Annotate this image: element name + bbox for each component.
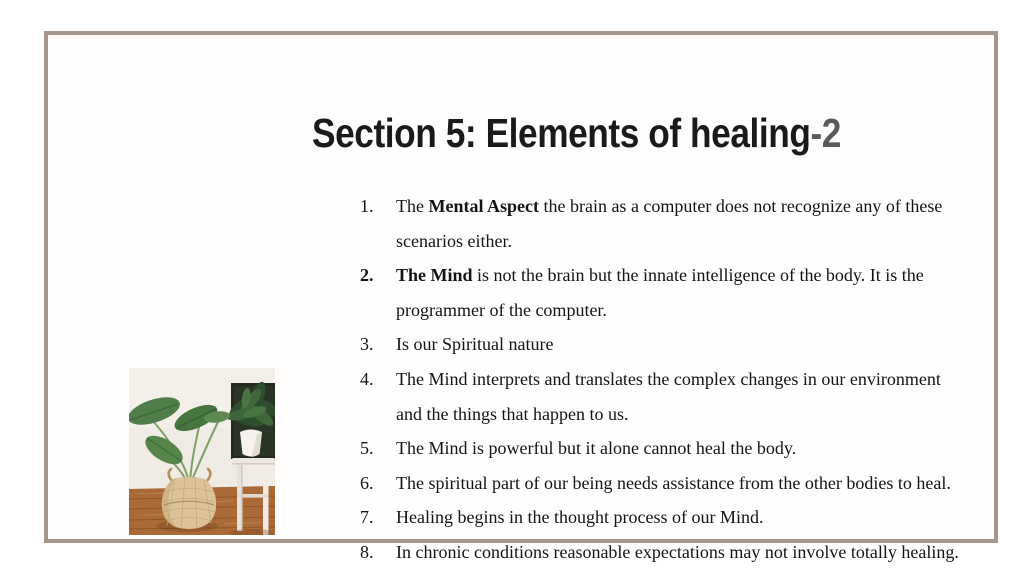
list-item-text <box>396 327 1020 362</box>
list-item-number: 8. <box>360 541 374 562</box>
list-item <box>360 327 1020 362</box>
list-item-line: The Mental Aspect the brain as a computer does not recognize any of these <box>396 196 943 216</box>
list-item <box>360 500 1020 535</box>
list-item <box>360 258 1020 327</box>
list-item-number: 6. <box>360 472 374 493</box>
list-item-number: 4. <box>360 368 374 389</box>
list-item-line: Healing begins in the thought process of our Mind. <box>396 507 764 528</box>
list-item <box>360 431 1020 466</box>
potted-plant-photo <box>129 368 275 535</box>
list-item-line: In chronic conditions reasonable expectations may not involve totally healing. <box>396 541 959 562</box>
numbered-list <box>360 189 1020 570</box>
list-item-line: The Mind is powerful but it alone cannot heal the body. <box>396 438 797 459</box>
list-item-number: 1. <box>360 196 374 216</box>
slide-border-frame <box>44 31 998 562</box>
list-item-text <box>396 362 1020 431</box>
list-item-text <box>396 431 1020 466</box>
list-item-number: 5. <box>360 438 374 459</box>
list-item-line: The spiritual part of our being needs assistance from the other bodies to heal. <box>396 472 951 493</box>
slide-title <box>312 109 841 157</box>
list-item-text <box>396 189 1020 258</box>
list-item-text <box>396 535 1020 570</box>
list-item-text <box>396 258 1020 327</box>
list-item-line: programmer of the computer. <box>396 299 607 320</box>
list-item <box>360 535 1020 570</box>
list-item-text <box>396 500 1020 535</box>
list-item-number: 7. <box>360 507 374 528</box>
list-item-line: The Mind is not the brain but the innate intelligence of the body. It is the <box>396 265 924 286</box>
list-item <box>360 189 1020 258</box>
list-item <box>360 466 1020 501</box>
plant-photo-illustration <box>129 368 275 535</box>
list-item-line: The Mind interprets and translates the complex changes in our environment <box>396 368 941 389</box>
slide-title-text: Section 5: Elements of healing <box>312 110 811 156</box>
list-item-line: and the things that happen to us. <box>396 403 629 424</box>
slide-title-accent: -2 <box>810 110 841 156</box>
list-item-line: Is our Spiritual nature <box>396 334 554 355</box>
list-item-number: 3. <box>360 334 374 355</box>
list-item-number: 2. <box>360 265 374 286</box>
list-item-line: scenarios either. <box>396 230 512 251</box>
list-item-text <box>396 466 1020 501</box>
list-item <box>360 362 1020 431</box>
